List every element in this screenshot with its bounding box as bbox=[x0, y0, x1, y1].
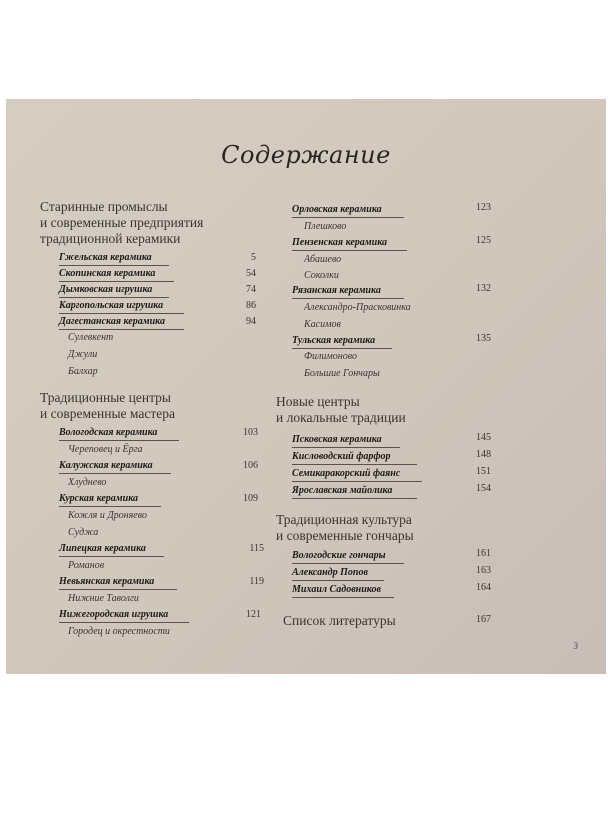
toc-entry-label[interactable]: Семикаракорский фаянс bbox=[292, 468, 401, 479]
page-title: Содержание bbox=[221, 141, 391, 169]
toc-entry-page: 125 bbox=[476, 235, 491, 246]
toc-subentry[interactable]: Кожля и Дроняево bbox=[68, 510, 147, 521]
section-heading-line: и современные гончары bbox=[276, 528, 414, 543]
toc-entry-page: 109 bbox=[243, 493, 258, 504]
bibliography-label[interactable]: Список литературы bbox=[283, 613, 396, 628]
entry-underline bbox=[292, 563, 404, 564]
entry-underline bbox=[292, 580, 384, 581]
section-heading-line: Традиционная культура bbox=[276, 512, 412, 527]
entry-underline bbox=[292, 464, 417, 465]
entry-underline bbox=[59, 589, 177, 590]
toc-subentry[interactable]: Абашево bbox=[304, 254, 342, 265]
entry-underline bbox=[59, 556, 164, 557]
toc-entry-page: 135 bbox=[476, 333, 491, 344]
section-heading-line: традиционной керамики bbox=[40, 231, 181, 246]
toc-entry-page: 103 bbox=[243, 427, 258, 438]
toc-entry-page: 121 bbox=[246, 609, 261, 620]
toc-subentry[interactable]: Джули bbox=[68, 349, 98, 360]
toc-entry-label[interactable]: Ярославская майолика bbox=[292, 485, 393, 496]
section-heading-line: и локальные традиции bbox=[276, 410, 406, 425]
toc-entry-page: 86 bbox=[246, 300, 256, 311]
toc-entry-page: 145 bbox=[476, 432, 491, 443]
toc-entry-page: 119 bbox=[249, 576, 264, 587]
toc-entry-label[interactable]: Псковская керамика bbox=[292, 434, 382, 445]
toc-entry-page: 5 bbox=[251, 252, 256, 263]
entry-underline bbox=[292, 348, 392, 349]
entry-underline bbox=[59, 622, 189, 623]
toc-entry-label[interactable]: Скопинская керамика bbox=[59, 268, 156, 279]
entry-underline bbox=[292, 498, 417, 499]
toc-entry-label[interactable]: Дагестанская керамика bbox=[59, 316, 165, 327]
toc-subentry[interactable]: Городец и окрестности bbox=[68, 626, 170, 637]
toc-entry-label[interactable]: Тульская керамика bbox=[292, 335, 376, 346]
entry-underline bbox=[59, 297, 169, 298]
toc-entry-page: 154 bbox=[476, 483, 491, 494]
entry-underline bbox=[292, 217, 404, 218]
entry-underline bbox=[59, 329, 184, 330]
toc-entry-label[interactable]: Гжельская керамика bbox=[59, 252, 152, 263]
toc-subentry[interactable]: Александро-Прасковинка bbox=[304, 302, 411, 313]
page-number: 3 bbox=[573, 641, 578, 651]
toc-entry-page: 164 bbox=[476, 582, 491, 593]
toc-entry-label[interactable]: Орловская керамика bbox=[292, 204, 382, 215]
entry-underline bbox=[292, 447, 400, 448]
section-heading-line: Новые центры bbox=[276, 394, 360, 409]
toc-entry-page: 106 bbox=[243, 460, 258, 471]
toc-entry-page: 74 bbox=[246, 284, 256, 295]
toc-entry-label[interactable]: Рязанская керамика bbox=[292, 285, 381, 296]
toc-entry-page: 161 bbox=[476, 548, 491, 559]
toc-entry-label[interactable]: Курская керамика bbox=[59, 493, 139, 504]
toc-subentry[interactable]: Большие Гончары bbox=[304, 368, 380, 379]
toc-subentry[interactable]: Хлуднево bbox=[68, 477, 107, 488]
entry-underline bbox=[59, 473, 171, 474]
toc-entry-page: 115 bbox=[249, 543, 264, 554]
toc-entry-label[interactable]: Михаил Садовников bbox=[292, 584, 381, 595]
toc-entry-label[interactable]: Дымковская игрушка bbox=[59, 284, 153, 295]
toc-entry-label[interactable]: Вологодская керамика bbox=[59, 427, 158, 438]
toc-subentry[interactable]: Романов bbox=[68, 560, 105, 571]
entry-underline bbox=[59, 265, 169, 266]
toc-entry-label[interactable]: Александр Попов bbox=[292, 567, 368, 578]
toc-entry-page: 163 bbox=[476, 565, 491, 576]
toc-entry-label[interactable]: Липецкая керамика bbox=[59, 543, 146, 554]
toc-entry-page: 132 bbox=[476, 283, 491, 294]
toc-subentry[interactable]: Череповец и Ёрга bbox=[68, 444, 143, 455]
entry-underline bbox=[59, 313, 184, 314]
entry-underline bbox=[292, 298, 404, 299]
toc-entry-page: 123 bbox=[476, 202, 491, 213]
entry-underline bbox=[59, 440, 179, 441]
entry-underline bbox=[59, 506, 161, 507]
toc-subentry[interactable]: Нижние Таволги bbox=[68, 593, 139, 604]
toc-entry-page: 151 bbox=[476, 466, 491, 477]
toc-entry-label[interactable]: Кисловодский фарфор bbox=[292, 451, 391, 462]
toc-entry-label[interactable]: Невьянская керамика bbox=[59, 576, 155, 587]
toc-entry-page: 54 bbox=[246, 268, 256, 279]
toc-entry-label[interactable]: Нижегородская игрушка bbox=[59, 609, 169, 620]
entry-underline bbox=[292, 250, 407, 251]
toc-subentry[interactable]: Балхар bbox=[68, 366, 98, 377]
entry-underline bbox=[59, 281, 174, 282]
toc-entry-label[interactable]: Пензенская керамика bbox=[292, 237, 388, 248]
book-page bbox=[6, 99, 606, 674]
entry-underline bbox=[292, 481, 422, 482]
toc-subentry[interactable]: Суджа bbox=[68, 527, 99, 538]
section-heading-line: и современные предприятия bbox=[40, 215, 204, 230]
toc-entry-label[interactable]: Калужская керамика bbox=[59, 460, 153, 471]
section-heading-line: Старинные промыслы bbox=[40, 199, 168, 214]
section-heading-line: и современные мастера bbox=[40, 406, 175, 421]
toc-subentry[interactable]: Касимов bbox=[304, 319, 341, 330]
toc-subentry[interactable]: Сулевкент bbox=[68, 332, 114, 343]
bibliography-page: 167 bbox=[476, 614, 491, 625]
toc-subentry[interactable]: Плешково bbox=[304, 221, 347, 232]
toc-entry-page: 148 bbox=[476, 449, 491, 460]
toc-entry-label[interactable]: Каргопольская игрушка bbox=[59, 300, 164, 311]
toc-subentry[interactable]: Филимоново bbox=[304, 351, 357, 362]
toc-entry-label[interactable]: Вологодские гончары bbox=[292, 550, 386, 561]
section-heading-line: Традиционные центры bbox=[40, 390, 171, 405]
toc-entry-page: 94 bbox=[246, 316, 256, 327]
entry-underline bbox=[292, 597, 394, 598]
toc-subentry[interactable]: Соколки bbox=[304, 270, 339, 281]
